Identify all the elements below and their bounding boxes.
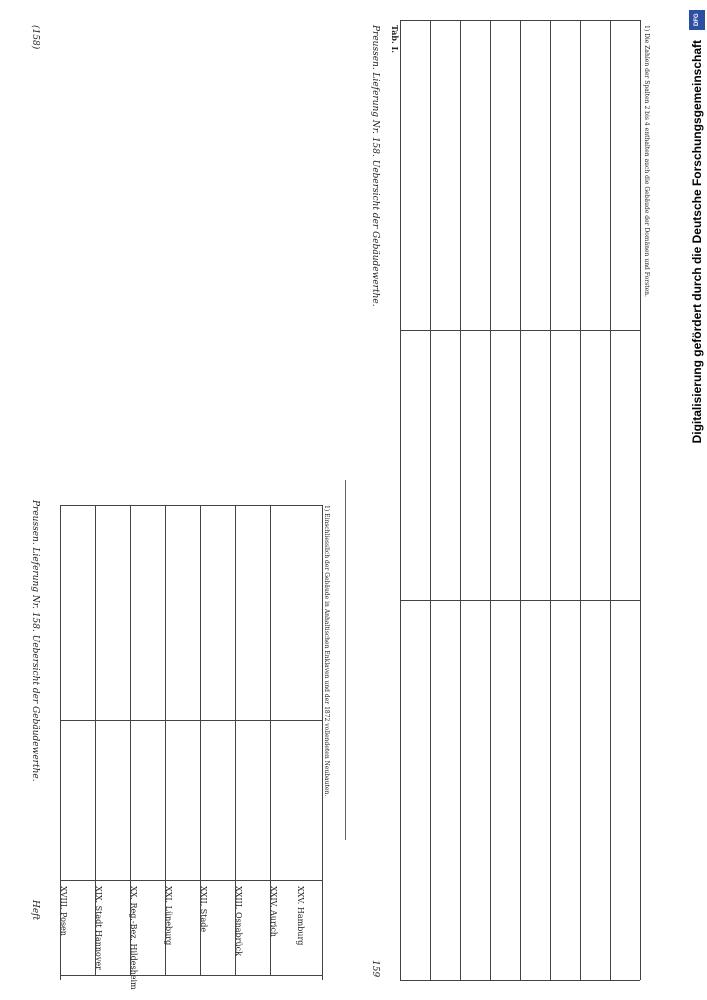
right-page-number: 159 — [370, 960, 380, 978]
table-border — [60, 880, 322, 881]
row-label: XVIII. Posen — [59, 886, 68, 936]
row-label: XXV. Hamburg — [296, 886, 305, 946]
row-label: XX. Reg.-Bez. Hildesheim — [129, 886, 138, 990]
table-border — [60, 720, 322, 721]
table-border — [60, 975, 322, 976]
right-running-head: Preussen. Lieferung Nr. 158. Uebersicht der Gebäudewerthe. — [370, 25, 380, 307]
dfg-credit-text: Digitalisierung gefördert durch die Deutsche Forschungsgemeinschaft — [690, 40, 704, 444]
page-gutter — [338, 0, 362, 1000]
row-label: XXI. Lüneburg — [164, 886, 173, 946]
right-footnote: 1) Die Zahlen der Spalten 2 bis 4 enthalten auch die Gebäude der Domänen und Forsten. — [643, 25, 650, 297]
dfg-logo-icon: DFG — [689, 10, 705, 30]
row-label: XXII. Stade — [199, 886, 208, 933]
section-label: Tab. I. — [390, 25, 400, 54]
table-border — [60, 505, 322, 506]
left-footnote: 1) Einschliesslich der Gebäude in Anhaltischen Enklaven und der 1872 vollendeten Neubauten. — [323, 505, 330, 797]
table-border — [400, 980, 640, 981]
digitization-sidebar — [685, 0, 707, 1000]
gutter-line — [345, 480, 346, 840]
left-header-right: Heft — [30, 900, 40, 921]
row-label: XIX. Stadt Hannover — [94, 886, 103, 970]
left-running-head: Preussen. Lieferung Nr. 158. Uebersicht der Gebäudewerthe. — [30, 500, 40, 782]
row-label: XXIV. Aurich — [269, 886, 278, 937]
table-border — [640, 20, 641, 980]
left-page-number: (158) — [30, 25, 40, 50]
row-label: XXIII. Osnabrück — [234, 886, 243, 956]
table-border — [400, 20, 401, 980]
